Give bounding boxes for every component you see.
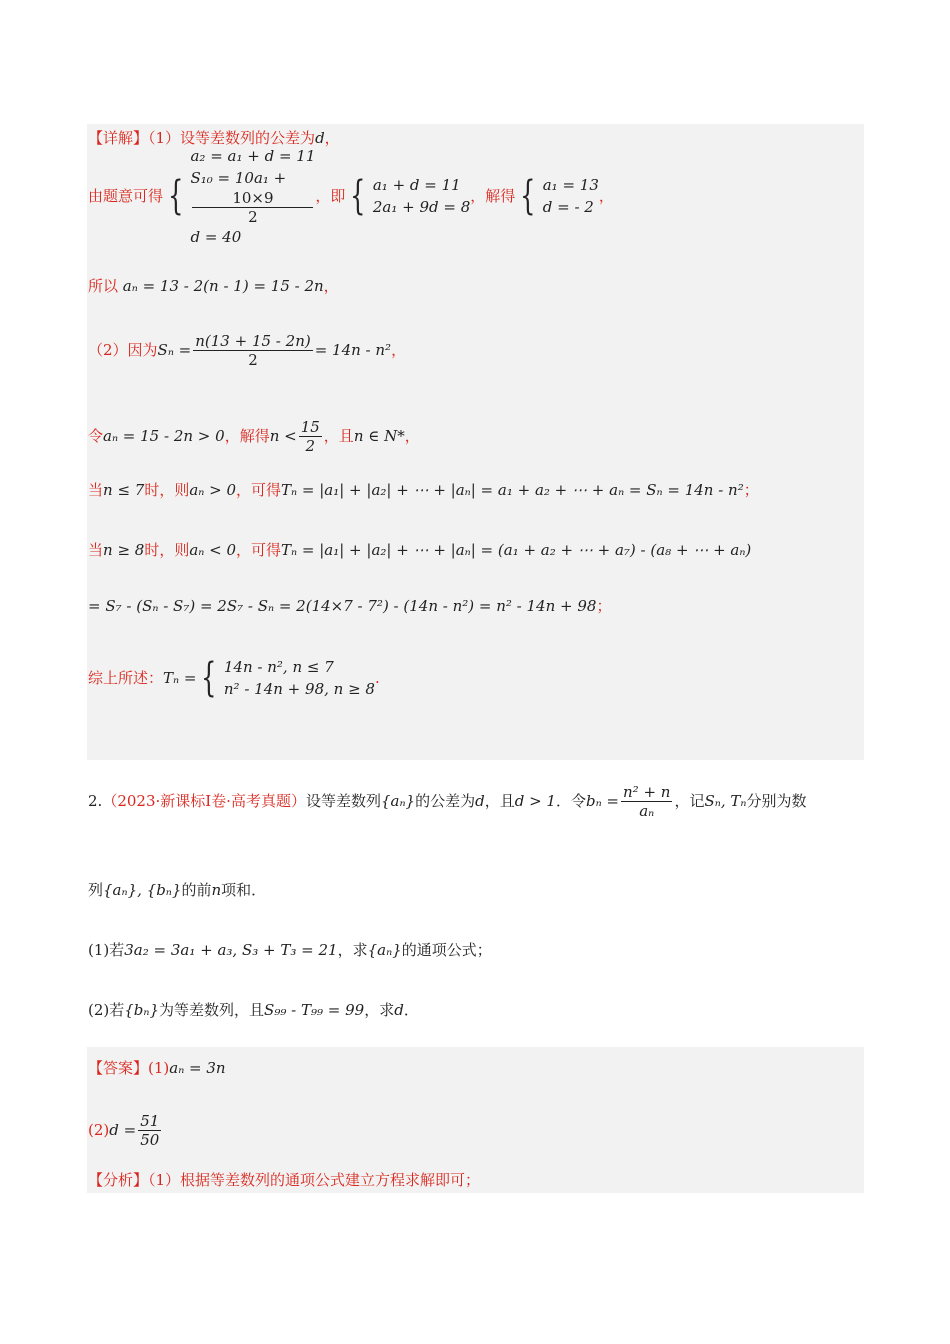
detail-line-7: 当n ≥ 8时，则aₙ < 0，可得Tₙ = |a₁| + |a₂| + ⋯ + |aₙ| = (a₁ + a₂ + ⋯ + a₇) - (a₈ + ⋯ + aₙ) xyxy=(88,541,752,559)
problem2-source: （2023·新课标Ⅰ卷·高考真题） xyxy=(102,792,306,810)
an-formula: aₙ = 13 - 2(n - 1) = 15 - 2n xyxy=(122,277,324,295)
answer-line-1: 【答案】(1)aₙ = 3n xyxy=(88,1059,226,1077)
detail-line-2: 由题意可得 { a₂ = a₁ + d = 11 S₁₀ = 10a₁ + 10×9 2 d = 40 ，即 { a₁ + d = 11 2a₁ + 9d = 8 ，解得 { a₁ = 13 d = - 2 ， xyxy=(88,146,614,246)
problem2-question-1: (1)若3a₂ = 3a₁ + a₃, S₃ + T₃ = 21，求{aₙ}的通项公式； xyxy=(88,941,492,959)
detail-line-1: 【详解】（1）设等差数列的公差为d， xyxy=(88,129,340,147)
detail-line-9: 综上所述： Tₙ = { 14n - n², n ≤ 7 n² - 14n + 98, n ≥ 8 . xyxy=(88,655,380,701)
detail-line-3: 所以 aₙ = 13 - 2(n - 1) = 15 - 2n， xyxy=(88,277,339,295)
detail-part1-intro: （1）设等差数列的公差为 xyxy=(148,129,316,147)
problem2-line-2: 列{aₙ}, {bₙ}的前n项和． xyxy=(88,881,267,899)
answer-line-2: (2) d = $\frac{51}{50}$ xyxy=(88,1111,160,1149)
system-2: { a₁ + d = 11 2a₁ + 9d = 8 xyxy=(350,173,471,219)
detail-line-6: 当n ≤ 7时，则aₙ > 0，可得Tₙ = |a₁| + |a₂| + ⋯ + |aₙ| = a₁ + a₂ + ⋯ + aₙ = Sₙ = 14n - n²； xyxy=(88,481,759,499)
tn-piecewise: { 14n - n², n ≤ 7 n² - 14n + 98, n ≥ 8 xyxy=(201,655,375,701)
detail-line-5: 令 aₙ = 15 - 2n > 0 ，解得 n < $\frac{15}{2}$ ，且 n ∈ N* ， xyxy=(88,417,420,455)
detail-line-8: = S₇ - (Sₙ - S₇) = 2S₇ - Sₙ = 2(14×7 - 7²) - (14n - n²) = n² - 14n + 98； xyxy=(88,597,612,615)
problem2-line-1: 2. （2023·新课标Ⅰ卷·高考真题） 设等差数列 {aₙ} 的公差为 d ，且 d > 1 ．令 bₙ = $\frac{\text{n² + n}}{\text{aₙ}}$ ，记 Sₙ, Tₙ 分别为数 xyxy=(88,782,807,820)
analysis-tag: 【分析】 xyxy=(88,1171,149,1189)
detail-tag: 【详解】 xyxy=(88,129,149,147)
system-1: { a₂ = a₁ + d = 11 S₁₀ = 10a₁ + 10×9 2 d = 40 xyxy=(168,146,316,246)
detail-line-4: （2）因为 Sₙ = $\frac{n(13 + 15 - 2n)}{2}$ = 14n - n² ， xyxy=(88,331,407,369)
system-3: { a₁ = 13 d = - 2 xyxy=(520,173,599,219)
analysis-line: 【分析】（1）根据等差数列的通项公式建立方程求解即可； xyxy=(88,1171,481,1189)
problem2-question-2: (2)若{bₙ}为等差数列，且S₉₉ - T₉₉ = 99，求d． xyxy=(88,1001,419,1019)
detail-part1-var: d xyxy=(315,129,325,147)
answer-tag: 【答案】 xyxy=(88,1059,149,1077)
